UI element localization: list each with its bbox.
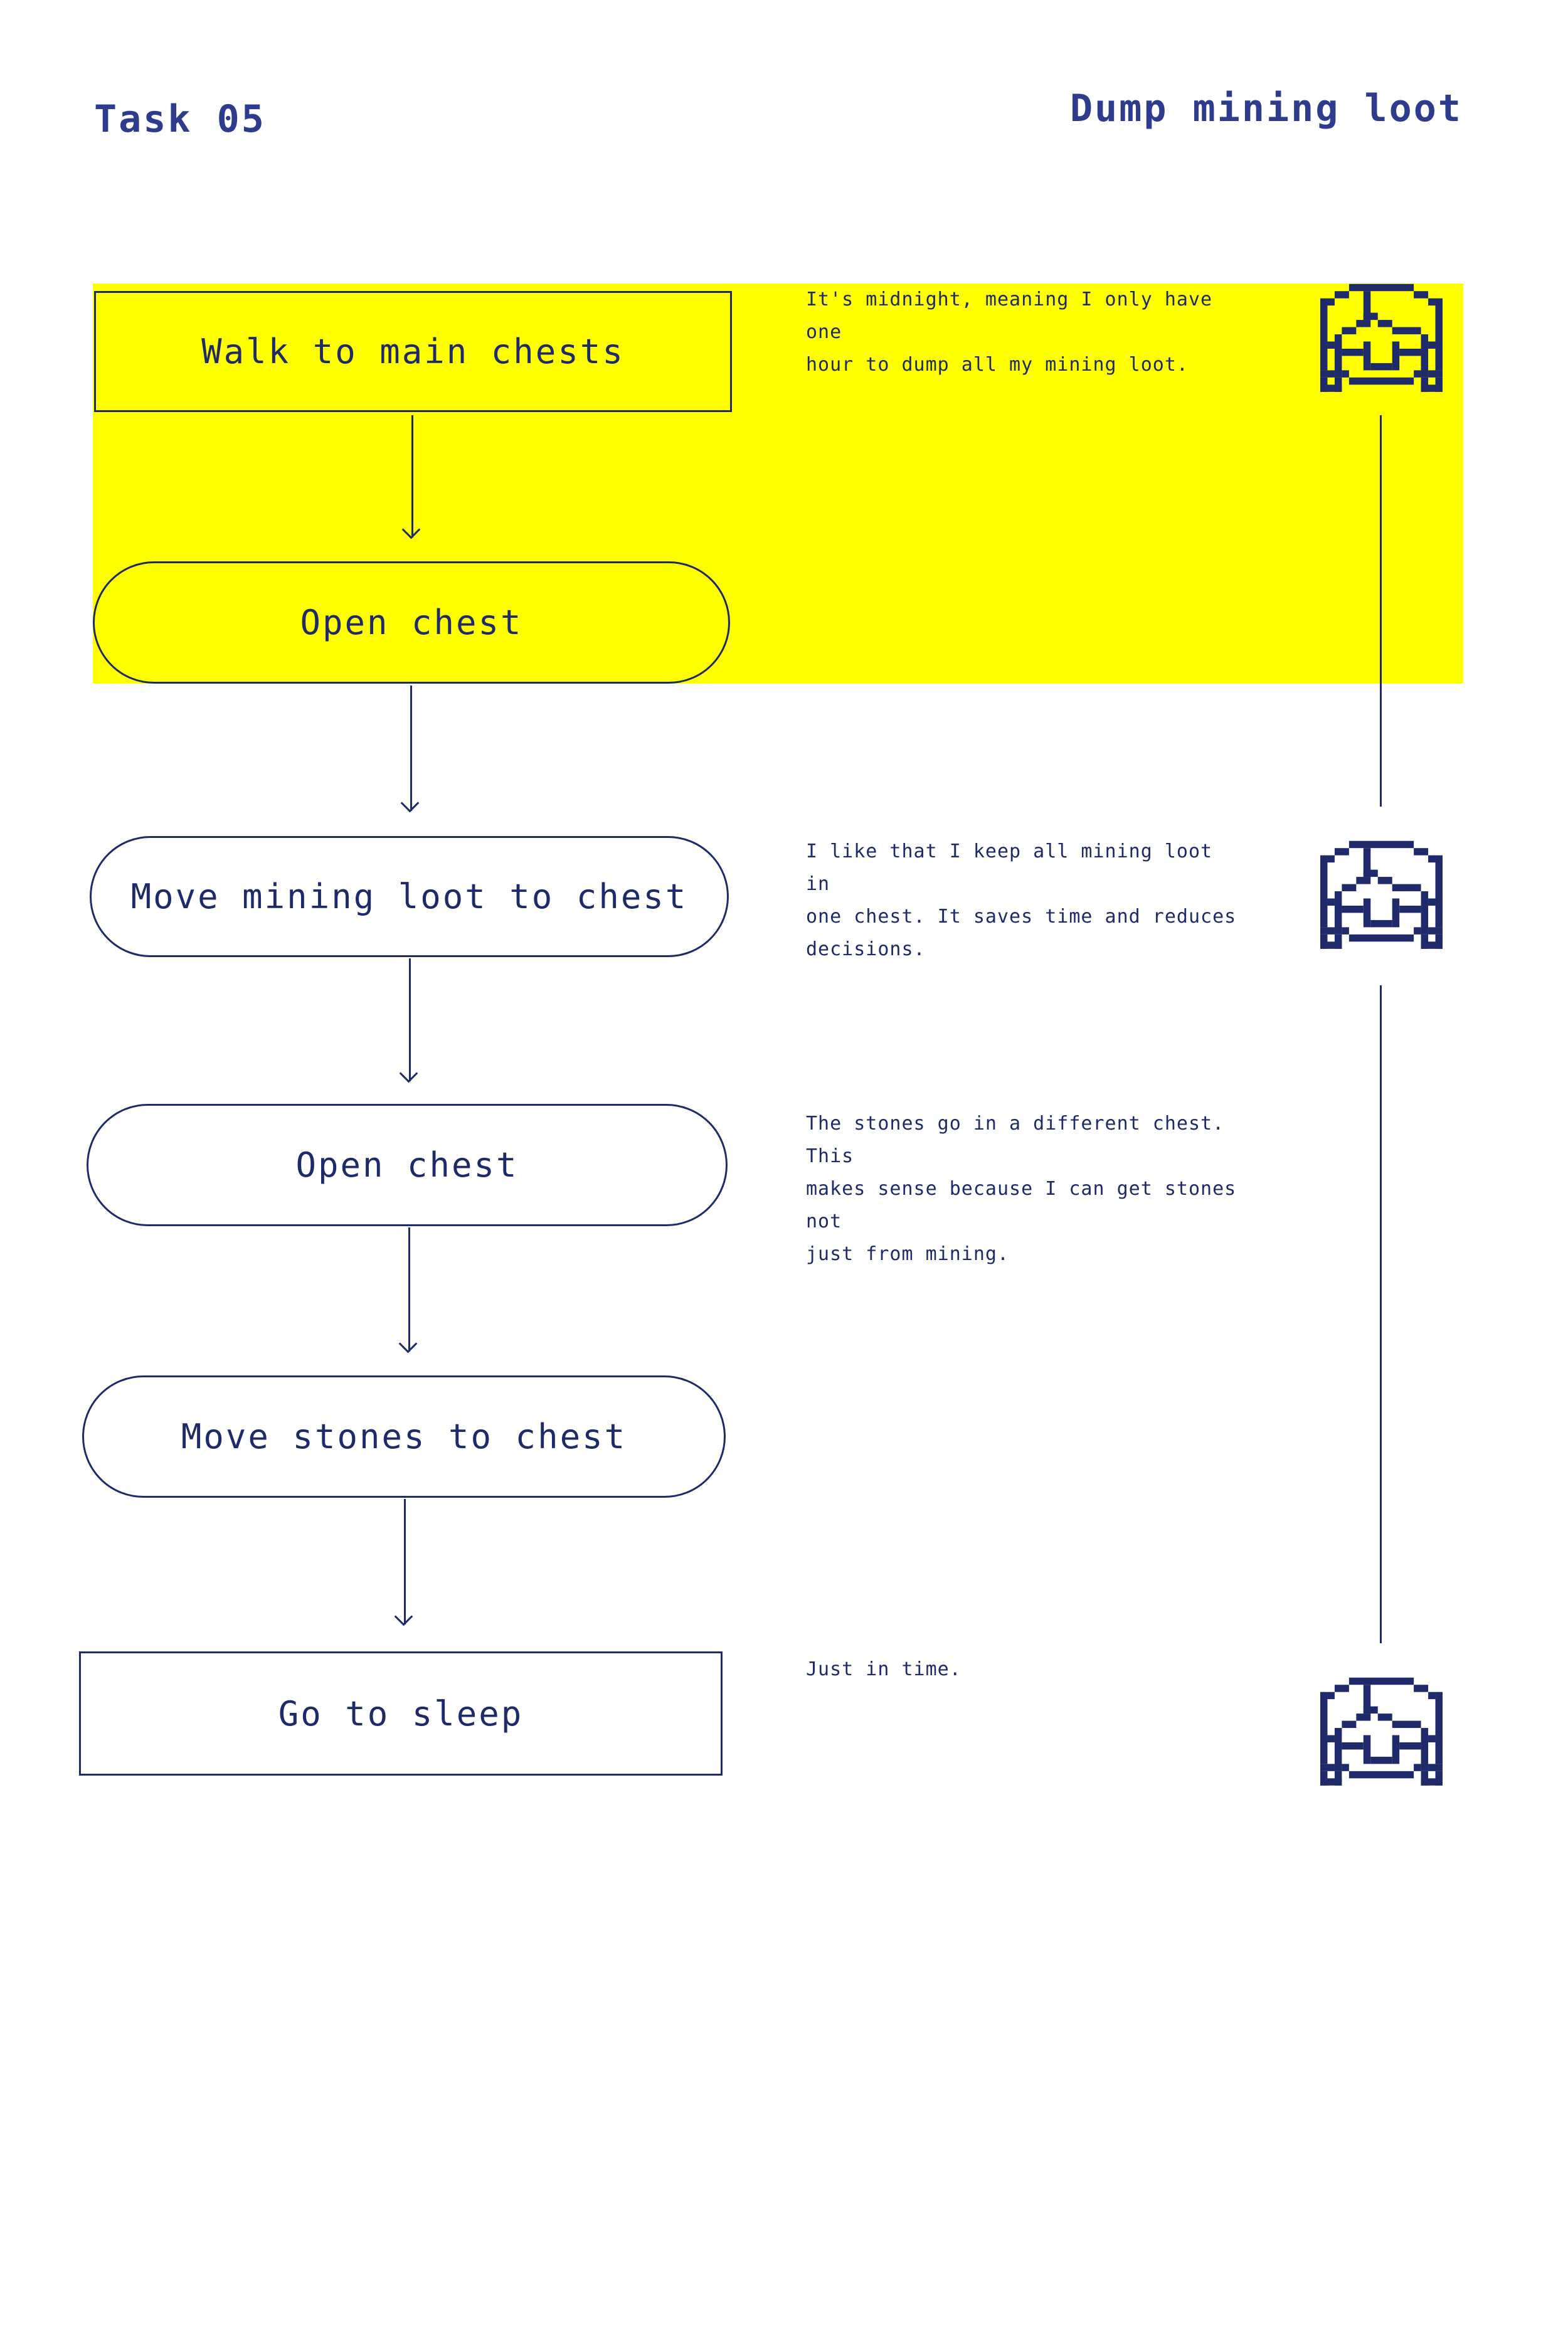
- timeline-line: [1380, 985, 1382, 1643]
- flow-arrow: [409, 958, 411, 1081]
- flow-arrow: [410, 686, 412, 811]
- flow-step-open-chest-2: Open chest: [87, 1104, 728, 1226]
- flow-step-walk-to-main-chests: Walk to main chests: [94, 291, 732, 412]
- character-face-icon: [1320, 1677, 1443, 1793]
- timeline-line: [1380, 415, 1382, 807]
- note-line: hour to dump all my mining loot.: [806, 354, 1189, 376]
- page-title: Dump mining loot: [1070, 87, 1463, 130]
- flow-step-go-to-sleep: Go to sleep: [79, 1651, 723, 1776]
- flow-arrow: [408, 1227, 410, 1352]
- task-label: Task 05: [94, 97, 266, 141]
- note-1: [806, 283, 1245, 381]
- note-line: one chest. It saves time and reduces: [806, 906, 1237, 928]
- note-3: [806, 1108, 1245, 1271]
- character-face-icon: [1320, 840, 1443, 956]
- flow-step-move-stones: Move stones to chest: [82, 1375, 726, 1498]
- note-line: makes sense because I can get stones not: [806, 1178, 1237, 1232]
- flow-arrow: [404, 1499, 406, 1624]
- note-line: The stones go in a different chest. This: [806, 1113, 1225, 1167]
- flow-step-open-chest: Open chest: [93, 561, 730, 684]
- flow-arrow: [411, 415, 413, 538]
- note-line: Just in time.: [806, 1658, 961, 1680]
- note-line: just from mining.: [806, 1243, 1010, 1265]
- note-line: It's midnight, meaning I only have one: [806, 289, 1213, 343]
- note-line: I like that I keep all mining loot in: [806, 840, 1213, 895]
- flow-step-move-mining-loot: Move mining loot to chest: [90, 836, 729, 957]
- note-4: [806, 1653, 1245, 1686]
- note-2: [806, 835, 1245, 966]
- note-line: decisions.: [806, 938, 926, 960]
- character-face-icon: [1320, 283, 1443, 400]
